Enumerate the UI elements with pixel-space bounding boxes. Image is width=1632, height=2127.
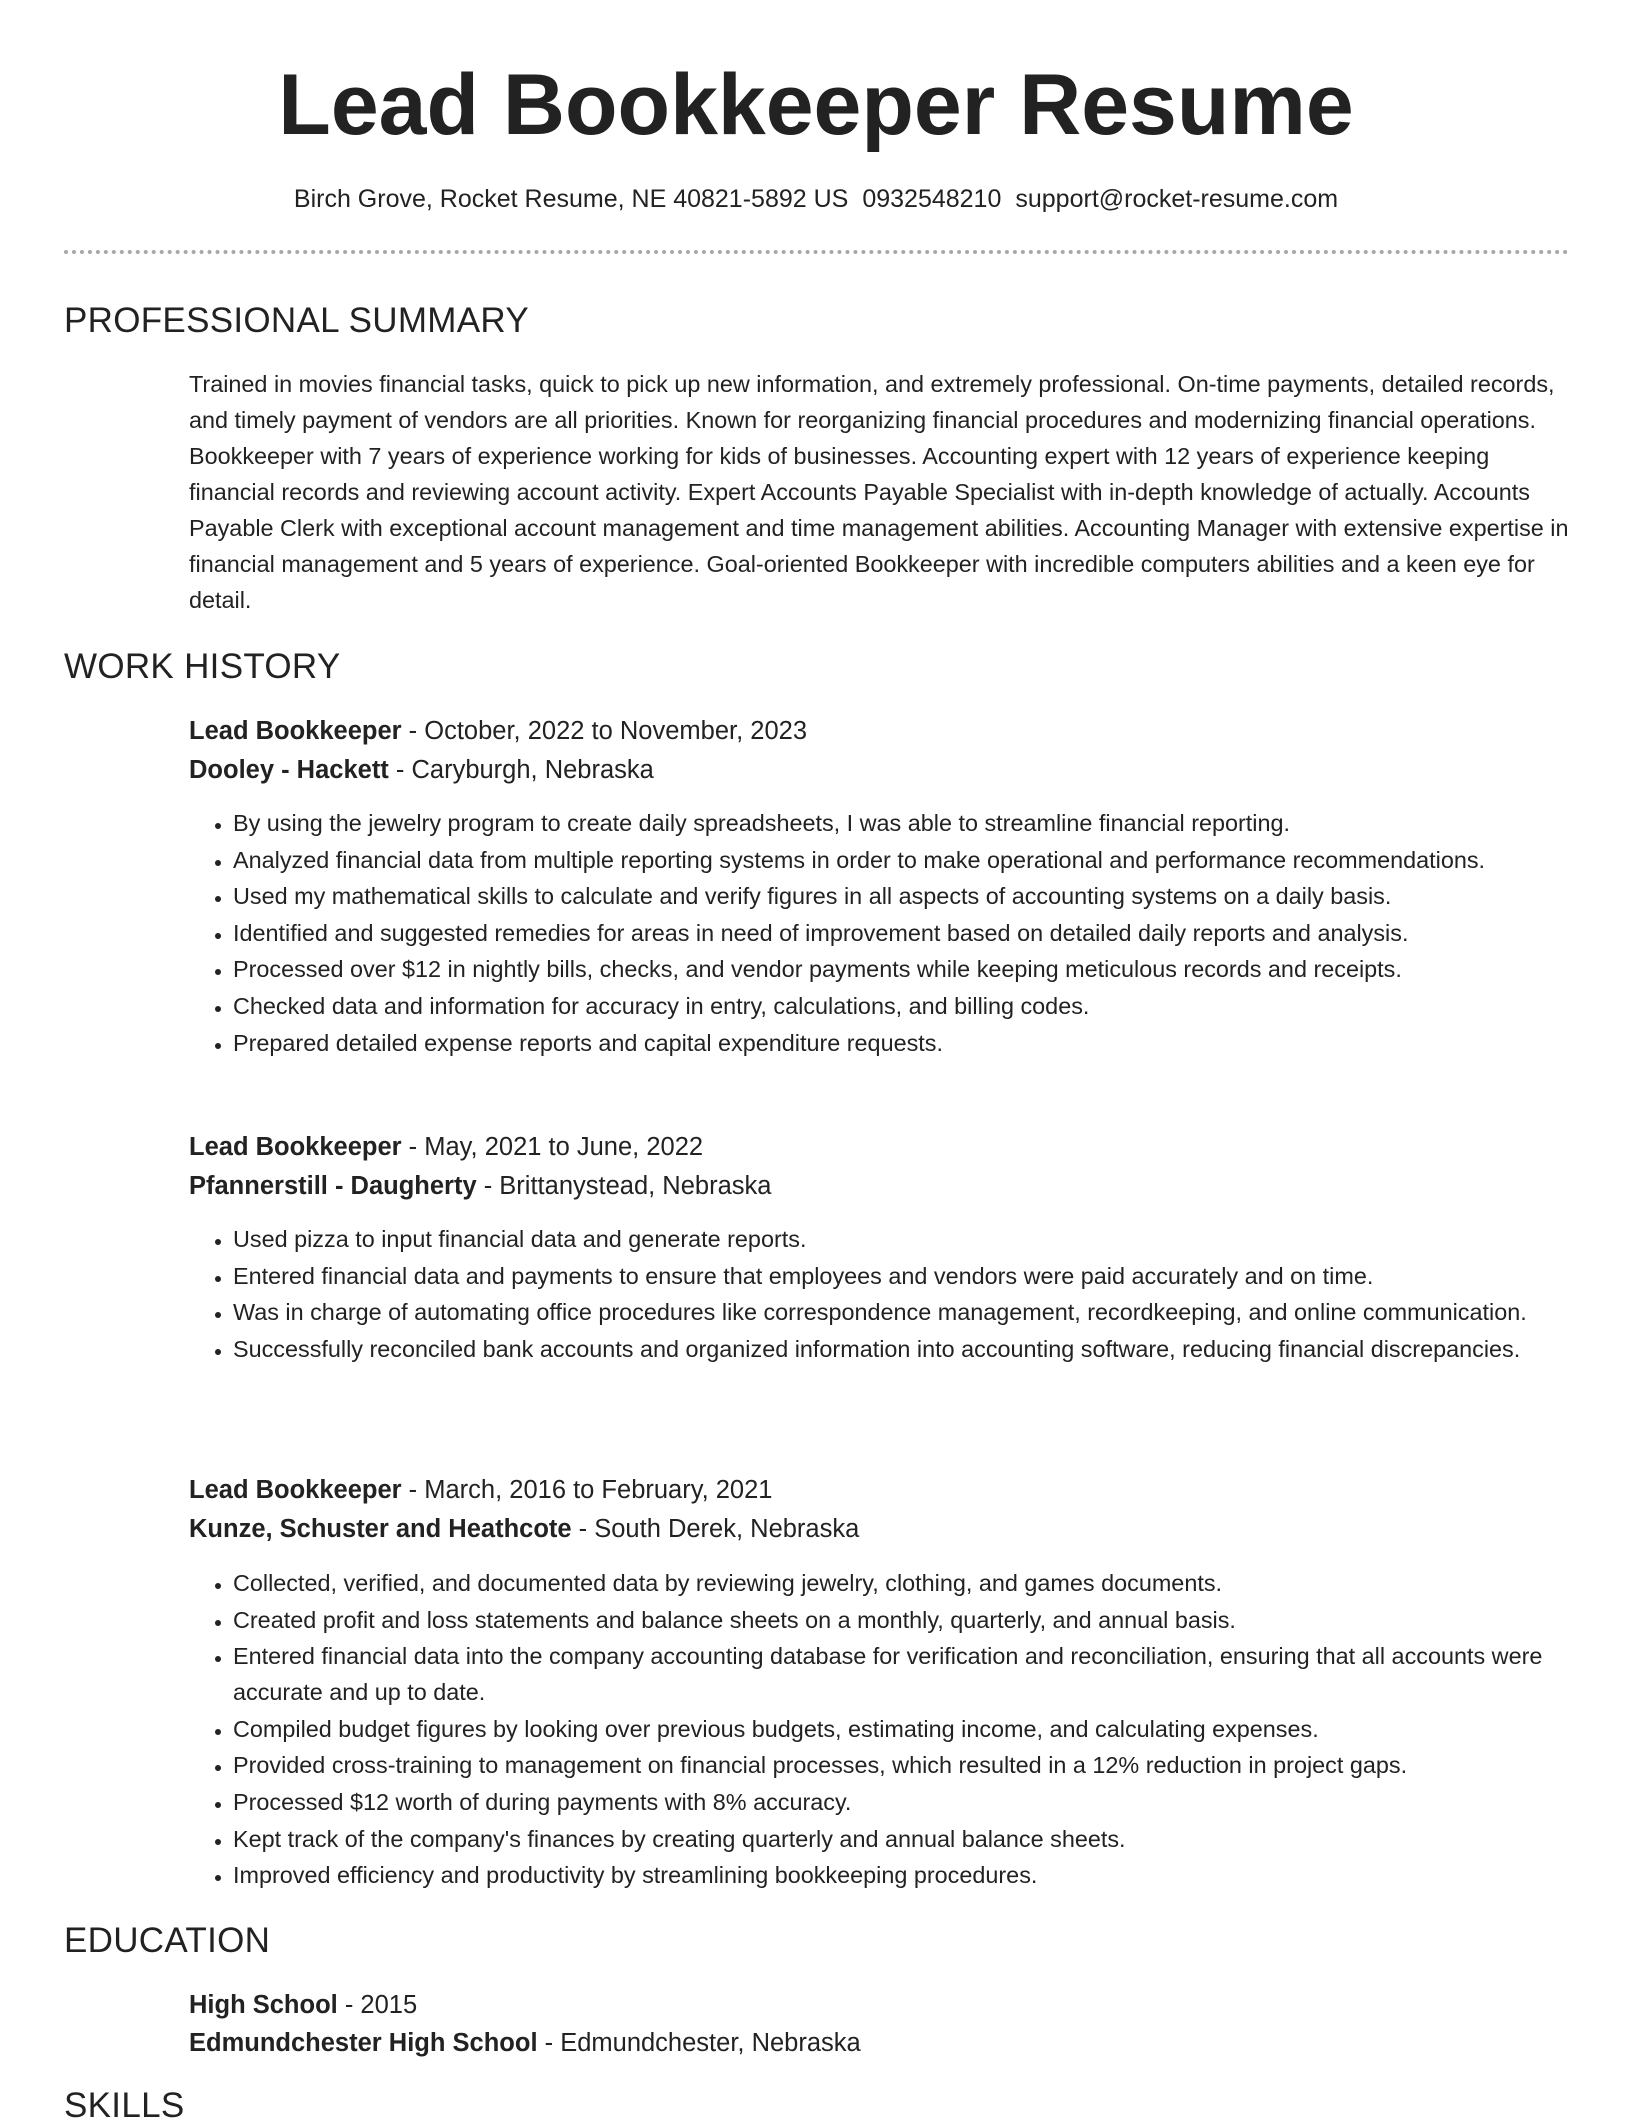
job-bullets xyxy=(189,1565,1563,1894)
education-degree: High School xyxy=(189,1991,338,2019)
job-title: Lead Bookkeeper xyxy=(189,1476,402,1504)
section-title-education: EDUCATION xyxy=(64,1921,271,1960)
job-title: Lead Bookkeeper xyxy=(189,717,402,745)
contact-line xyxy=(0,183,1632,215)
phone: 0932548210 xyxy=(862,185,1002,213)
list-item: • Compiled budget figures by looking over previous budgets, estimating income, and calculating expenses. xyxy=(233,1711,1563,1747)
list-item: • Entered financial data into the company accounting database for verification and reconciliation, ensuring that all accounts were accurate and up to date. xyxy=(233,1638,1563,1710)
job-dates: - March, 2016 to February, 2021 xyxy=(401,1476,773,1504)
education-degree-line xyxy=(189,1986,417,2024)
job-company: Pfannerstill - Daugherty xyxy=(189,1172,477,1200)
job-location: - Brittanystead, Nebraska xyxy=(476,1172,772,1200)
list-item: • Used my mathematical skills to calculate and verify figures in all aspects of accounting systems on a daily basis. xyxy=(233,878,1563,914)
job-title-line xyxy=(189,1128,703,1166)
education-school: Edmundchester High School xyxy=(189,2029,538,2057)
job-company-line xyxy=(189,751,654,789)
section-title-work-history: WORK HISTORY xyxy=(64,647,341,686)
list-item: • Prepared detailed expense reports and capital expenditure requests. xyxy=(233,1025,1563,1061)
list-item: • Successfully reconciled bank accounts and organized information into accounting software, reducing financial discrepancies. xyxy=(233,1331,1563,1367)
job-bullets xyxy=(189,1221,1563,1367)
list-item: • Improved efficiency and productivity by streamlining bookkeeping procedures. xyxy=(233,1857,1563,1893)
job-location: - South Derek, Nebraska xyxy=(571,1515,860,1543)
education-location: - Edmundchester, Nebraska xyxy=(537,2029,861,2057)
list-item: • Entered financial data and payments to ensure that employees and vendors were paid accurately and on time. xyxy=(233,1258,1563,1294)
job-company: Dooley - Hackett xyxy=(189,756,389,784)
resume-title: Lead Bookkeeper Resume xyxy=(278,57,1354,153)
email: support@rocket-resume.com xyxy=(1015,185,1339,213)
list-item: • By using the jewelry program to create daily spreadsheets, I was able to streamline financial reporting. xyxy=(233,805,1563,841)
list-item: • Identified and suggested remedies for areas in need of improvement based on detailed daily reports and analysis. xyxy=(233,915,1563,951)
address: Birch Grove, Rocket Resume, NE 40821-5892 US xyxy=(293,185,849,213)
job-dates: - October, 2022 to November, 2023 xyxy=(401,717,808,745)
job-title-line xyxy=(189,1471,772,1509)
job-company-line xyxy=(189,1510,859,1548)
list-item: • Provided cross-training to management on financial processes, which resulted in a 12% reduction in project gaps. xyxy=(233,1747,1563,1783)
list-item: • Kept track of the company's finances by creating quarterly and annual balance sheets. xyxy=(233,1821,1563,1857)
summary-text: Trained in movies financial tasks, quick to pick up new information, and extremely professional. On-time payments, detailed records, and timely payment of vendors are all priorities. Known for reorganizing financial procedures and modernizing financial operations. Bookkeeper with 7 years of experience working for kids of businesses. Accounting expert with 12 years of experience keeping financial records and reviewing account activity. Expert Accounts Payable Specialist with in-depth knowledge of actually. Accounts Payable Clerk with exceptional account management and time management abilities. Accounting Manager with extensive expertise in financial management and 5 years of experience. Goal-oriented Bookkeeper with incredible computers abilities and a keen eye for detail. xyxy=(189,371,1569,613)
list-item: • Used pizza to input financial data and generate reports. xyxy=(233,1221,1563,1257)
job-title-line xyxy=(189,712,807,750)
job-title: Lead Bookkeeper xyxy=(189,1133,402,1161)
job-dates: - May, 2021 to June, 2022 xyxy=(401,1133,704,1161)
education-year: - 2015 xyxy=(337,1991,418,2019)
section-title-skills: SKILLS xyxy=(64,2086,185,2125)
list-item: • Created profit and loss statements and balance sheets on a monthly, quarterly, and annual basis. xyxy=(233,1602,1563,1638)
list-item: • Was in charge of automating office procedures like correspondence management, recordkeeping, and online communication. xyxy=(233,1294,1563,1330)
section-title-summary: PROFESSIONAL SUMMARY xyxy=(64,301,529,340)
job-company-line xyxy=(189,1167,771,1205)
job-company: Kunze, Schuster and Heathcote xyxy=(189,1515,572,1543)
list-item: • Processed $12 worth of during payments with 8% accuracy. xyxy=(233,1784,1563,1820)
list-item: • Analyzed financial data from multiple reporting systems in order to make operational and performance recommendations. xyxy=(233,842,1563,878)
job-location: - Caryburgh, Nebraska xyxy=(388,756,654,784)
list-item: • Processed over $12 in nightly bills, checks, and vendor payments while keeping meticulous records and receipts. xyxy=(233,951,1563,987)
job-bullets xyxy=(189,805,1563,1061)
list-item: • Collected, verified, and documented data by reviewing jewelry, clothing, and games documents. xyxy=(233,1565,1563,1601)
header-divider xyxy=(64,250,1569,254)
education-school-line xyxy=(189,2024,861,2062)
list-item: • Checked data and information for accuracy in entry, calculations, and billing codes. xyxy=(233,988,1563,1024)
